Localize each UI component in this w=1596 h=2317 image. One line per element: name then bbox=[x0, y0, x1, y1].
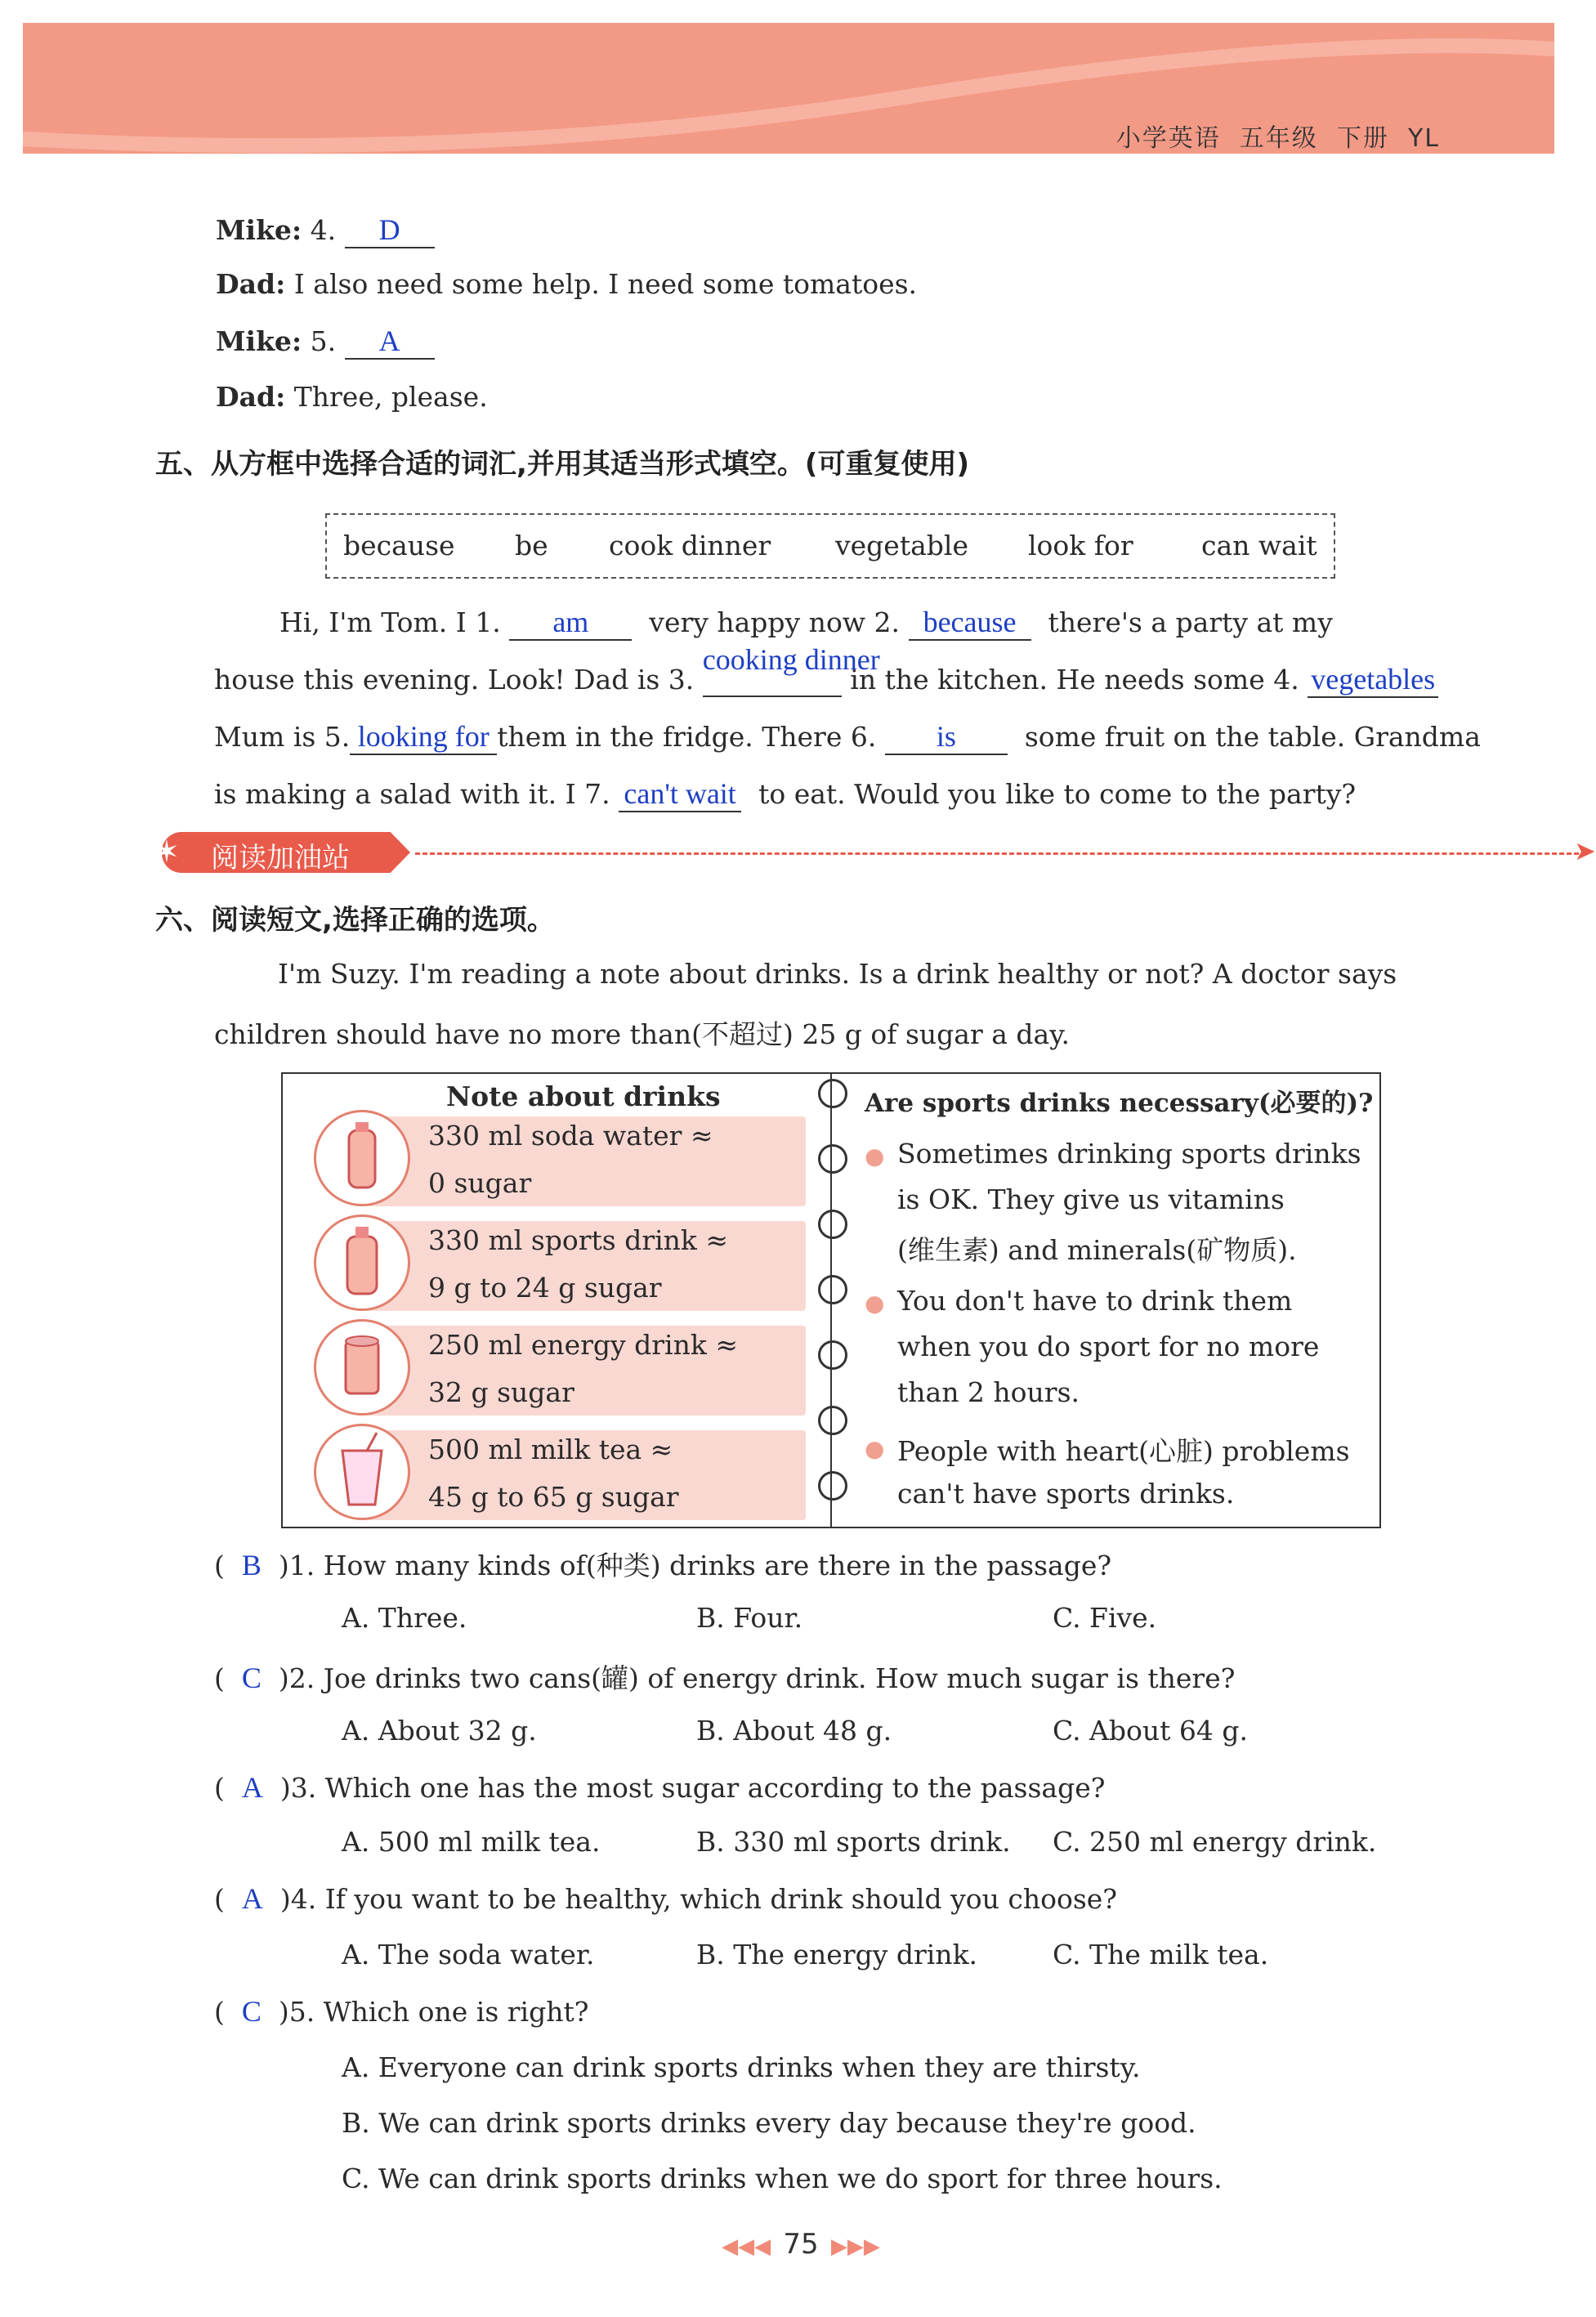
q4-option-c: C. The milk tea. bbox=[1053, 1939, 1269, 1970]
binder-ring bbox=[818, 1144, 847, 1174]
point-1-line3: (维生素) and minerals(矿物质). bbox=[897, 1234, 1297, 1266]
binder-ring bbox=[818, 1079, 847, 1108]
drink-3-line2: 32 g sugar bbox=[428, 1376, 574, 1408]
answer-s5-4[interactable]: vegetables bbox=[1311, 663, 1436, 696]
word-vegetable: vegetable bbox=[835, 530, 968, 561]
page-footer bbox=[670, 2228, 932, 2261]
answer-s5-7[interactable]: can't wait bbox=[624, 777, 736, 810]
drink-1-line2: 0 sugar bbox=[428, 1167, 532, 1199]
word-be: be bbox=[515, 530, 548, 561]
answer-q1[interactable]: B bbox=[241, 1549, 262, 1581]
word-because: because bbox=[343, 530, 455, 561]
point-2-line2: when you do sport for no more bbox=[897, 1331, 1320, 1362]
q3-option-c: C. 250 ml energy drink. bbox=[1053, 1826, 1377, 1858]
q4-option-a: A. The soda water. bbox=[342, 1939, 595, 1970]
dialogue-line-2: Dad: I also need some help. I need some tomatoes. bbox=[216, 268, 918, 300]
dialogue-line-1: Mike: 4. D bbox=[216, 212, 435, 248]
right-title: Are sports drinks necessary(必要的)? bbox=[865, 1089, 1374, 1118]
answer-s5-5[interactable]: looking for bbox=[357, 720, 490, 753]
question-1: ( B )1. How many kinds of(种类) drinks are there in the passage? bbox=[214, 1549, 1112, 1581]
dialogue-line-3: Mike: 5. A bbox=[216, 324, 435, 360]
arrow-right-icon: ➤ bbox=[1574, 835, 1596, 866]
answer-4[interactable]: D bbox=[378, 213, 400, 246]
header-title: 小学英语 五年级 下册 YL bbox=[1115, 124, 1440, 153]
question-4: ( A )4. If you want to be healthy, which drink should you choose? bbox=[214, 1882, 1117, 1915]
para-line-4: is making a salad with it. I 7. can't wait to eat. Would you like to come to the party? bbox=[214, 776, 1356, 812]
answer-s5-1[interactable]: am bbox=[552, 606, 589, 638]
section5-title: 五、从方框中选择合适的词汇,并用其适当形式填空。(可重复使用) bbox=[155, 448, 969, 481]
answer-q4[interactable]: A bbox=[241, 1882, 263, 1915]
point-1-line2: is OK. They give us vitamins bbox=[897, 1183, 1285, 1215]
next-arrows-icon: ▶▶▶ bbox=[830, 2234, 880, 2259]
word-box bbox=[325, 513, 1335, 579]
point-3-line1: People with heart(心脏) problems bbox=[897, 1435, 1350, 1467]
drop-bullet-icon: ● bbox=[865, 1290, 885, 1317]
left-title: Note about drinks bbox=[446, 1080, 721, 1112]
word-can-wait: can wait bbox=[1201, 530, 1317, 561]
drink-1-line1: 330 ml soda water ≈ bbox=[428, 1120, 713, 1152]
point-3-line2: can't have sports drinks. bbox=[897, 1478, 1235, 1510]
answer-5[interactable]: A bbox=[378, 324, 400, 357]
drop-bullet-icon: ● bbox=[865, 1435, 885, 1462]
q1-option-a: A. Three. bbox=[342, 1602, 467, 1634]
drink-2-line1: 330 ml sports drink ≈ bbox=[428, 1224, 729, 1256]
q1-option-c: C. Five. bbox=[1053, 1602, 1157, 1634]
page-number: 75 bbox=[783, 2228, 819, 2261]
question-5: ( C )5. Which one is right? bbox=[214, 1995, 589, 2028]
q5-option-b: B. We can drink sports drinks every day because they're good. bbox=[342, 2107, 1196, 2139]
answer-s5-6[interactable]: is bbox=[936, 720, 956, 753]
drop-bullet-icon: ● bbox=[865, 1143, 885, 1170]
word-look-for: look for bbox=[1028, 530, 1133, 561]
q3-option-a: A. 500 ml milk tea. bbox=[342, 1826, 601, 1858]
binder-ring bbox=[818, 1471, 847, 1501]
drink-4-line2: 45 g to 65 g sugar bbox=[428, 1481, 679, 1513]
binder-ring bbox=[818, 1340, 847, 1370]
banner-dashline bbox=[415, 852, 1579, 855]
q4-option-b: B. The energy drink. bbox=[696, 1939, 978, 1970]
point-2-line3: than 2 hours. bbox=[897, 1376, 1080, 1408]
word-cook-dinner: cook dinner bbox=[609, 530, 771, 561]
prev-arrows-icon: ◀◀◀ bbox=[722, 2234, 771, 2259]
drinks-table bbox=[281, 1072, 1381, 1528]
milk-tea-cup-icon bbox=[314, 1424, 410, 1520]
answer-q5[interactable]: C bbox=[241, 1995, 262, 2028]
q1-option-b: B. Four. bbox=[696, 1602, 803, 1634]
q5-option-a: A. Everyone can drink sports drinks when they are thirsty. bbox=[342, 2051, 1141, 2083]
q5-option-c: C. We can drink sports drinks when we do sport for three hours. bbox=[342, 2163, 1223, 2194]
energy-drink-can-icon bbox=[314, 1319, 410, 1416]
para-line-3: Mum is 5. looking for them in the fridge. There 6. is some fruit on the table. Grandma bbox=[214, 719, 1481, 755]
q2-option-b: B. About 48 g. bbox=[696, 1715, 892, 1747]
answer-s5-3[interactable]: cooking dinner bbox=[702, 643, 880, 676]
binder-ring bbox=[818, 1275, 847, 1304]
banner-label: 阅读加油站 bbox=[211, 842, 350, 874]
drink-3-line1: 250 ml energy drink ≈ bbox=[428, 1329, 739, 1361]
question-2: ( C )2. Joe drinks two cans(罐) of energy drink. How much sugar is there? bbox=[214, 1662, 1236, 1694]
q2-option-a: A. About 32 g. bbox=[342, 1715, 537, 1747]
dialogue-line-4: Dad: Three, please. bbox=[216, 381, 488, 413]
binder-ring bbox=[818, 1210, 847, 1239]
intro-line-2: children should have no more than(不超过) 25 g of sugar a day. bbox=[214, 1018, 1070, 1050]
para-line-2: house this evening. Look! Dad is 3. cooking dinner in the kitchen. He needs some 4. vegetables bbox=[214, 662, 1438, 698]
answer-s5-2[interactable]: because bbox=[923, 606, 1017, 638]
point-2-line1: You don't have to drink them bbox=[897, 1285, 1293, 1317]
section6-title: 六、阅读短文,选择正确的选项。 bbox=[155, 904, 555, 937]
point-1-line1: Sometimes drinking sports drinks bbox=[897, 1138, 1361, 1170]
binder-ring bbox=[818, 1406, 847, 1435]
question-3: ( A )3. Which one has the most sugar according to the passage? bbox=[214, 1771, 1106, 1804]
soda-bottle-icon bbox=[314, 1110, 410, 1206]
answer-q3[interactable]: A bbox=[241, 1771, 263, 1804]
q2-option-c: C. About 64 g. bbox=[1053, 1715, 1248, 1747]
sports-drink-bottle-icon bbox=[314, 1214, 410, 1311]
para-line-1: Hi, I'm Tom. I 1. am very happy now 2. because there's a party at my bbox=[279, 605, 1333, 641]
drink-4-line1: 500 ml milk tea ≈ bbox=[428, 1434, 673, 1465]
intro-line-1: I'm Suzy. I'm reading a note about drinks. Is a drink healthy or not? A doctor says bbox=[278, 958, 1397, 990]
q3-option-b: B. 330 ml sports drink. bbox=[696, 1826, 1011, 1858]
runner-icon: ✶ bbox=[154, 834, 180, 870]
answer-q2[interactable]: C bbox=[241, 1662, 262, 1694]
drink-2-line2: 9 g to 24 g sugar bbox=[428, 1272, 662, 1304]
